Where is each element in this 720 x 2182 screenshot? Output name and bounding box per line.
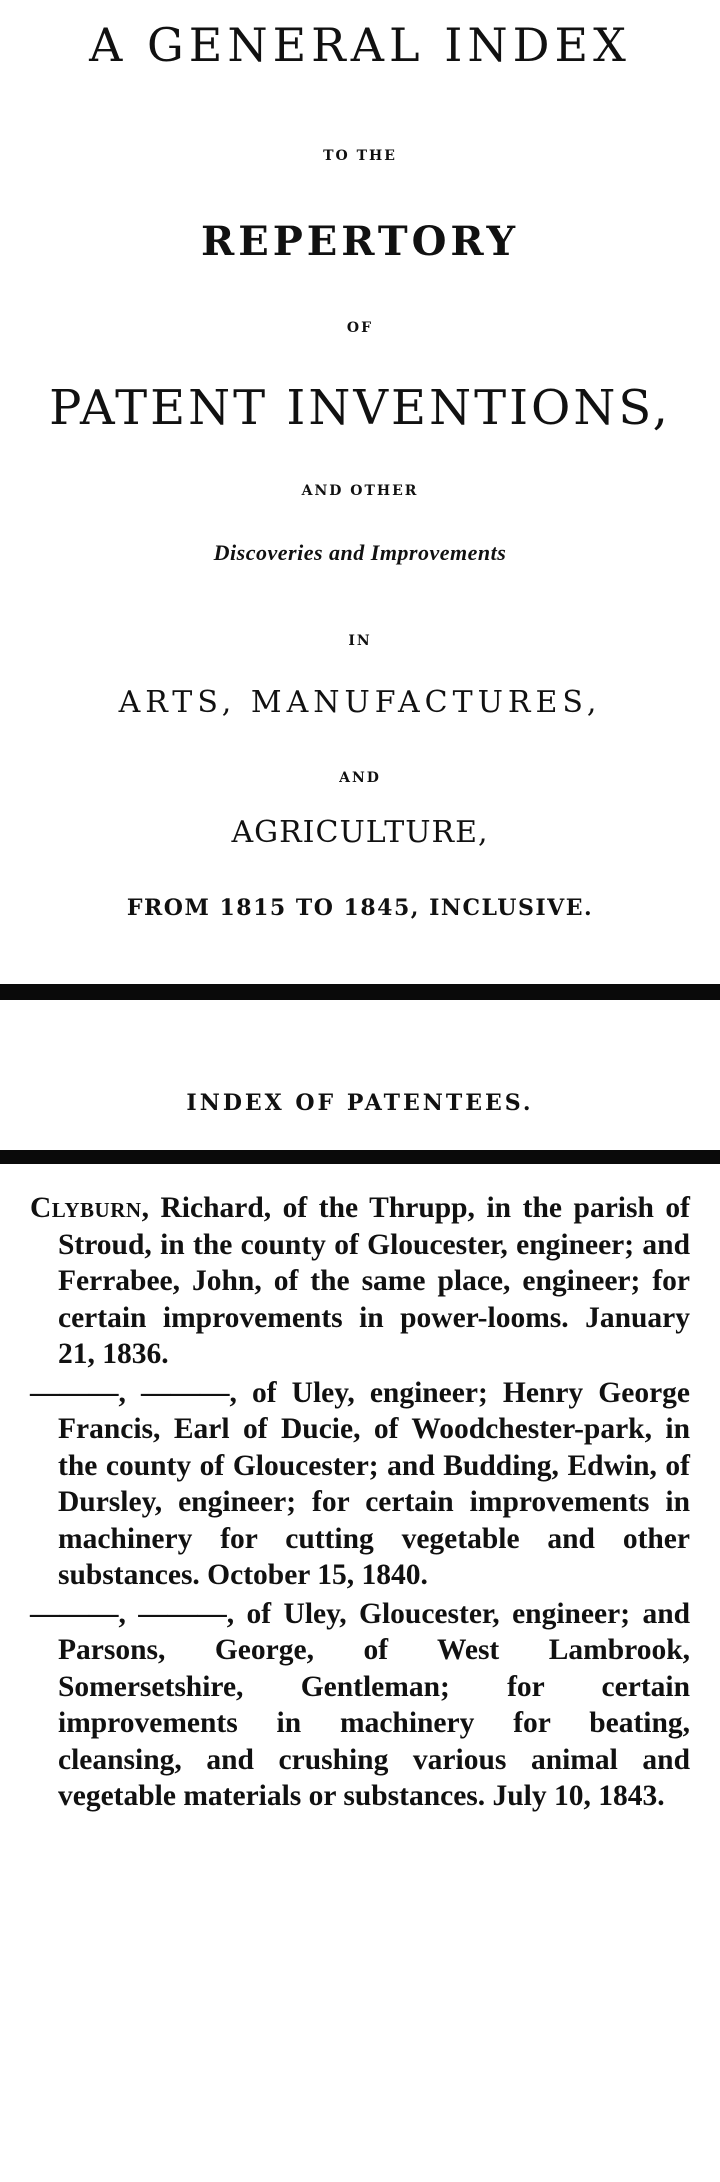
- title-connector-and-other: AND OTHER: [301, 483, 419, 499]
- divider-rule-top: [0, 984, 720, 1000]
- section-heading: INDEX OF PATENTEES.: [186, 1090, 534, 1116]
- title-connector-of: OF: [346, 320, 374, 336]
- patentee-entries: [30, 1190, 690, 1817]
- entry-text: , of Uley, engineer; Henry George Francis, Earl of Ducie, of Woodchester-park, in the county of Gloucester; and Budding, Edwin, of Dursley, engineer; for certain improvements in machinery for cutting vegetable and other substances. October 15, 1840.: [58, 1376, 691, 1591]
- title-repertory: REPERTORY: [200, 218, 519, 265]
- entry-ditto-dashes: ———, ———: [30, 1376, 230, 1409]
- title-date-range: FROM 1815 TO 1845, INCLUSIVE.: [126, 895, 594, 921]
- title-discoveries: Discoveries and Improvements: [213, 540, 507, 565]
- entry-ditto-dashes: ———, ———: [30, 1597, 227, 1630]
- title-arts-manufactures: ARTS, MANUFACTURES,: [118, 685, 602, 720]
- patentee-entry: [30, 1190, 690, 1373]
- title-patent-inventions: PATENT INVENTIONS,: [49, 380, 671, 436]
- book-title: A GENERAL INDEX: [89, 18, 631, 72]
- patentee-entry: [30, 1375, 690, 1594]
- entry-surname: Clyburn: [30, 1192, 142, 1224]
- title-connector-and: AND: [339, 770, 381, 786]
- entry-text: , Richard, of the Thrupp, in the parish of Stroud, in the county of Gloucester, engineer; and Ferrabee, John, of the same place, engineer; for certain improvements in power-looms. January 21, 1836.: [58, 1192, 690, 1370]
- title-agriculture: AGRICULTURE,: [231, 815, 489, 850]
- title-connector-in: IN: [348, 633, 372, 649]
- divider-rule-bottom: [0, 1150, 720, 1164]
- entry-text: , of Uley, Gloucester, engineer; and Parsons, George, of West Lambrook, Somersetshire, Gentleman; for certain improvements in machinery for beating, cleansing, and crushing various animal and vegetable materials or substances. July 10, 1843.: [58, 1597, 691, 1812]
- title-connector-to-the: TO THE: [323, 148, 397, 164]
- patentee-entry: [30, 1596, 690, 1815]
